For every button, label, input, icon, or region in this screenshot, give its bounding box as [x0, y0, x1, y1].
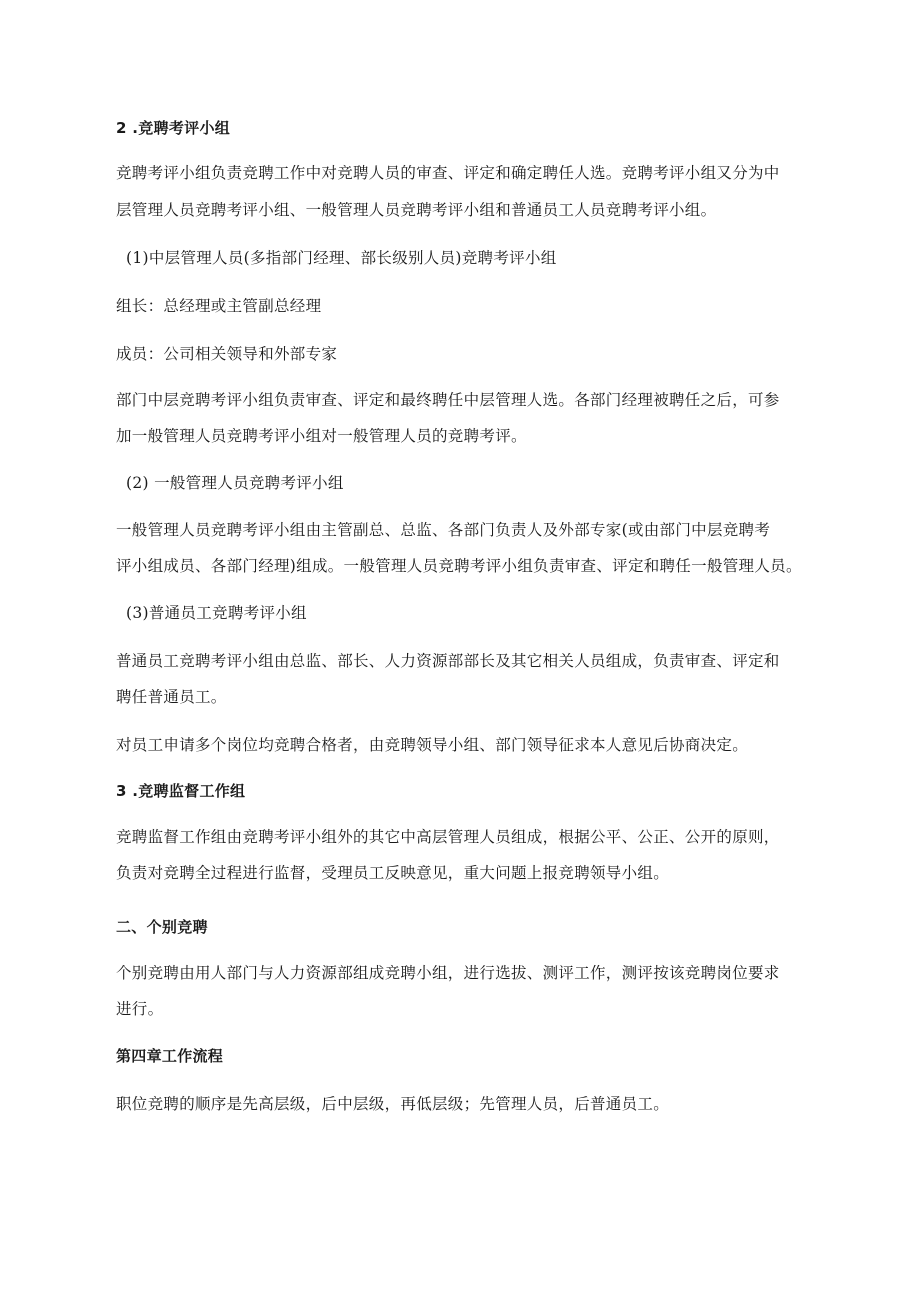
paragraph-line: 负责对竞聘全过程进行监督，受理员工反映意见，重大问题上报竞聘领导小组。 — [116, 864, 670, 882]
section-heading-individual: 二、个别竞聘 — [116, 918, 208, 936]
subsection-heading-2: (2) 一般管理人员竞聘考评小组 — [126, 474, 344, 492]
paragraph-line: 普通员工竞聘考评小组由总监、部长、人力资源部部长及其它相关人员组成，负责审查、评定和 — [116, 652, 780, 670]
section-heading-2: 2 .竞聘考评小组 — [116, 119, 231, 137]
members-line: 成员：公司相关领导和外部专家 — [116, 345, 338, 363]
subsection-heading-3: (3)普通员工竞聘考评小组 — [126, 604, 307, 622]
paragraph-line: 层管理人员竞聘考评小组、一般管理人员竞聘考评小组和普通员工人员竞聘考评小组。 — [116, 201, 717, 219]
paragraph-line: 部门中层竞聘考评小组负责审查、评定和最终聘任中层管理人选。各部门经理被聘任之后，可参 — [116, 391, 780, 409]
paragraph-line: 进行。 — [116, 1000, 164, 1018]
chapter-heading: 第四章工作流程 — [116, 1047, 224, 1065]
section-heading-3: 3 .竞聘监督工作组 — [116, 782, 246, 800]
paragraph-line: 聘任普通员工。 — [116, 688, 227, 706]
subsection-heading-1: (1)中层管理人员(多指部门经理、部长级别人员)竞聘考评小组 — [126, 249, 557, 267]
leader-line: 组长：总经理或主管副总经理 — [116, 297, 322, 315]
paragraph-line: 加一般管理人员竞聘考评小组对一般管理人员的竞聘考评。 — [116, 427, 527, 445]
paragraph-line: 一般管理人员竞聘考评小组由主管副总、总监、各部门负责人及外部专家(或由部门中层竞聘考 — [116, 521, 771, 539]
paragraph-line: 个别竞聘由用人部门与人力资源部组成竞聘小组，进行选拔、测评工作，测评按该竞聘岗位要求 — [116, 964, 780, 982]
paragraph-line: 评小组成员、各部门经理)组成。一般管理人员竞聘考评小组负责审查、评定和聘任一般管理人员。 — [116, 557, 802, 575]
paragraph-line: 竞聘监督工作组由竞聘考评小组外的其它中高层管理人员组成，根据公平、公正、公开的原则， — [116, 828, 780, 846]
paragraph-line: 对员工申请多个岗位均竞聘合格者，由竞聘领导小组、部门领导征求本人意见后协商决定。 — [116, 736, 749, 754]
paragraph-line: 竞聘考评小组负责竞聘工作中对竞聘人员的审查、评定和确定聘任人选。竞聘考评小组又分为中 — [116, 164, 780, 182]
paragraph-line: 职位竞聘的顺序是先高层级，后中层级，再低层级；先管理人员，后普通员工。 — [116, 1095, 670, 1113]
